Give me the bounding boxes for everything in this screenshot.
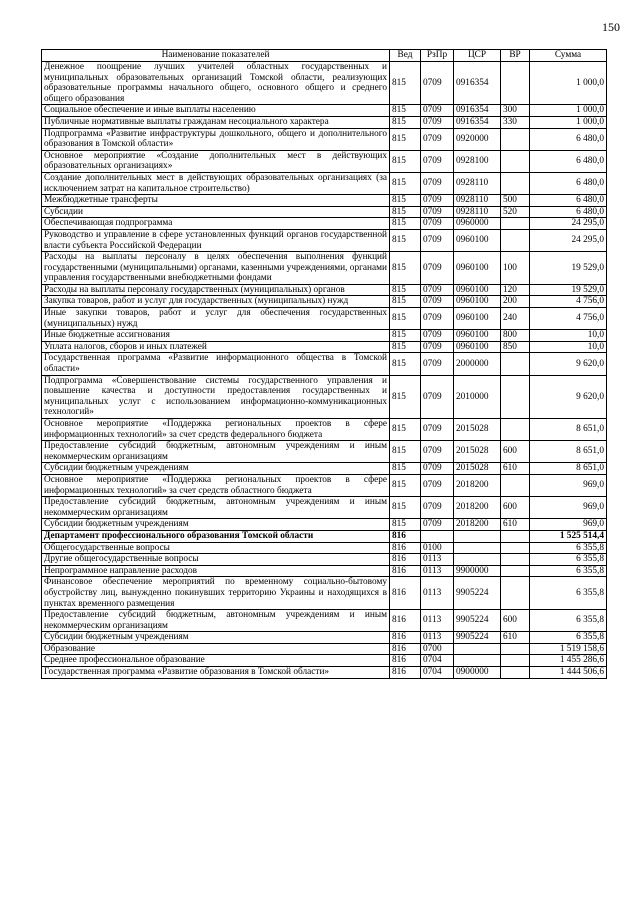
row-name-cell: Образование [42, 643, 390, 655]
row-ved-cell: 816 [390, 632, 421, 644]
row-vr-cell [501, 577, 530, 610]
row-rzpr-cell: 0709 [421, 341, 454, 353]
row-csr-cell: 0960000 [454, 218, 501, 230]
row-rzpr-cell: 0709 [421, 128, 454, 150]
row-vr-cell: 600 [501, 497, 530, 519]
row-csr-cell [454, 530, 501, 542]
row-ved-cell: 815 [390, 105, 421, 117]
row-rzpr-cell: 0709 [421, 308, 454, 330]
row-name-cell: Публичные нормативные выплаты гражданам несоциального характера [42, 116, 390, 128]
header-csr: ЦСР [454, 50, 501, 62]
table-row [42, 643, 607, 655]
table-row [42, 655, 607, 667]
row-rzpr-cell: 0709 [421, 218, 454, 230]
row-name-cell: Подпрограмма «Совершенствование системы государственного управления и повышение качества и доступности предоставления государственных и муниципальных услуг с использованием информационно-коммуникационных технологий» [42, 375, 390, 418]
row-csr-cell: 2015028 [454, 419, 501, 441]
row-ved-cell: 815 [390, 519, 421, 531]
table-row [42, 229, 607, 251]
row-csr-cell: 0916354 [454, 62, 501, 105]
table-row [42, 330, 607, 342]
row-rzpr-cell: 0709 [421, 296, 454, 308]
row-ved-cell: 816 [390, 667, 421, 679]
table-row [42, 463, 607, 475]
row-ved-cell: 815 [390, 330, 421, 342]
row-name-cell: Субсидии [42, 206, 390, 218]
row-csr-cell: 2018200 [454, 497, 501, 519]
row-ved-cell: 815 [390, 353, 421, 375]
row-csr-cell: 9905224 [454, 632, 501, 644]
row-name-cell: Расходы на выплаты персоналу в целях обеспечения выполнения функций государственными (муниципальными) органами, казенными учреждениями, органами управления государственными внебюджетными фондами [42, 252, 390, 285]
header-name: Наименование показателей [42, 50, 390, 62]
row-ved-cell: 815 [390, 172, 421, 194]
row-vr-cell: 200 [501, 296, 530, 308]
table-row [42, 441, 607, 463]
row-rzpr-cell: 0704 [421, 667, 454, 679]
row-sum-cell: 9 620,0 [530, 375, 607, 418]
row-rzpr-cell: 0709 [421, 229, 454, 251]
table-row [42, 218, 607, 230]
table-row [42, 542, 607, 554]
row-vr-cell [501, 62, 530, 105]
row-name-cell: Субсидии бюджетным учреждениям [42, 463, 390, 475]
row-sum-cell: 1 525 514,4 [530, 530, 607, 542]
row-sum-cell: 6 355,8 [530, 554, 607, 566]
row-rzpr-cell: 0113 [421, 565, 454, 577]
row-name-cell: Предоставление субсидий бюджетным, автономным учреждениям и иным некоммерческим организациям [42, 441, 390, 463]
table-row [42, 577, 607, 610]
row-rzpr-cell: 0709 [421, 463, 454, 475]
row-ved-cell: 815 [390, 419, 421, 441]
row-csr-cell: 2015028 [454, 441, 501, 463]
table-row [42, 530, 607, 542]
row-rzpr-cell: 0709 [421, 116, 454, 128]
row-ved-cell: 816 [390, 565, 421, 577]
row-rzpr-cell: 0709 [421, 172, 454, 194]
row-rzpr-cell [421, 530, 454, 542]
row-vr-cell [501, 172, 530, 194]
table-row [42, 353, 607, 375]
row-vr-cell: 610 [501, 519, 530, 531]
row-csr-cell: 0960100 [454, 341, 501, 353]
row-ved-cell: 815 [390, 62, 421, 105]
row-csr-cell: 2018200 [454, 474, 501, 496]
row-rzpr-cell: 0709 [421, 441, 454, 463]
row-rzpr-cell: 0709 [421, 284, 454, 296]
page-number: 150 [602, 20, 620, 34]
row-vr-cell: 600 [501, 441, 530, 463]
row-csr-cell [454, 655, 501, 667]
row-ved-cell: 816 [390, 643, 421, 655]
row-name-cell: Субсидии бюджетным учреждениям [42, 632, 390, 644]
row-rzpr-cell: 0709 [421, 353, 454, 375]
table-header [42, 50, 607, 62]
row-ved-cell: 815 [390, 150, 421, 172]
row-vr-cell [501, 218, 530, 230]
row-sum-cell: 1 000,0 [530, 116, 607, 128]
row-sum-cell: 24 295,0 [530, 218, 607, 230]
row-sum-cell: 6 355,8 [530, 542, 607, 554]
row-csr-cell: 9905224 [454, 610, 501, 632]
row-rzpr-cell: 0113 [421, 632, 454, 644]
row-name-cell: Основное мероприятие «Поддержка региональных проектов в сфере информационных технологий» за счет средств областного бюджета [42, 474, 390, 496]
row-name-cell: Создание дополнительных мест в действующих образовательных организациях (за исключением затрат на капитальное строительство) [42, 172, 390, 194]
row-sum-cell: 6 480,0 [530, 195, 607, 207]
row-ved-cell: 815 [390, 375, 421, 418]
row-csr-cell: 0960100 [454, 308, 501, 330]
row-vr-cell: 600 [501, 610, 530, 632]
row-rzpr-cell: 0709 [421, 375, 454, 418]
row-csr-cell: 0916354 [454, 105, 501, 117]
table-row [42, 341, 607, 353]
row-csr-cell: 0960100 [454, 284, 501, 296]
row-vr-cell [501, 474, 530, 496]
row-vr-cell [501, 542, 530, 554]
row-ved-cell: 815 [390, 116, 421, 128]
budget-table [41, 49, 607, 679]
row-rzpr-cell: 0709 [421, 419, 454, 441]
table-row [42, 62, 607, 105]
row-name-cell: Финансовое обеспечение мероприятий по временному социально-бытовому обустройству лиц, вынужденно покинувших территорию Украины и находящихся в пунктах временного размещения [42, 577, 390, 610]
row-ved-cell: 815 [390, 206, 421, 218]
row-name-cell: Основное мероприятие «Создание дополнительных мест в действующих образовательных организациях» [42, 150, 390, 172]
row-vr-cell: 610 [501, 632, 530, 644]
table-row [42, 565, 607, 577]
row-ved-cell: 815 [390, 218, 421, 230]
table-row [42, 497, 607, 519]
row-sum-cell: 8 651,0 [530, 441, 607, 463]
table-body [42, 62, 607, 679]
row-rzpr-cell: 0709 [421, 330, 454, 342]
row-vr-cell [501, 554, 530, 566]
row-csr-cell: 0960100 [454, 296, 501, 308]
row-ved-cell: 815 [390, 308, 421, 330]
row-sum-cell: 19 529,0 [530, 284, 607, 296]
row-ved-cell: 815 [390, 296, 421, 308]
row-csr-cell [454, 643, 501, 655]
row-name-cell: Предоставление субсидий бюджетным, автономным учреждениям и иным некоммерческим организациям [42, 610, 390, 632]
row-sum-cell: 6 355,8 [530, 577, 607, 610]
row-vr-cell: 520 [501, 206, 530, 218]
row-sum-cell: 969,0 [530, 519, 607, 531]
row-csr-cell: 0900000 [454, 667, 501, 679]
row-csr-cell: 2010000 [454, 375, 501, 418]
row-csr-cell: 0928110 [454, 206, 501, 218]
row-csr-cell [454, 542, 501, 554]
row-rzpr-cell: 0704 [421, 655, 454, 667]
table-row [42, 667, 607, 679]
row-rzpr-cell: 0709 [421, 519, 454, 531]
row-rzpr-cell: 0709 [421, 252, 454, 285]
row-ved-cell: 815 [390, 128, 421, 150]
row-sum-cell: 9 620,0 [530, 353, 607, 375]
table-row [42, 296, 607, 308]
table-row [42, 632, 607, 644]
table-row [42, 105, 607, 117]
row-vr-cell [501, 375, 530, 418]
row-ved-cell: 815 [390, 474, 421, 496]
row-name-cell: Иные бюджетные ассигнования [42, 330, 390, 342]
row-sum-cell: 6 480,0 [530, 206, 607, 218]
row-name-cell: Департамент профессионального образования Томской области [42, 530, 390, 542]
row-rzpr-cell: 0709 [421, 105, 454, 117]
row-ved-cell: 815 [390, 284, 421, 296]
table-row [42, 195, 607, 207]
row-ved-cell: 815 [390, 497, 421, 519]
row-sum-cell: 24 295,0 [530, 229, 607, 251]
row-name-cell: Основное мероприятие «Поддержка региональных проектов в сфере информационных технологий» за счет средств федерального бюджета [42, 419, 390, 441]
table-row [42, 375, 607, 418]
row-csr-cell: 2018200 [454, 519, 501, 531]
row-sum-cell: 969,0 [530, 497, 607, 519]
row-sum-cell: 8 651,0 [530, 419, 607, 441]
row-sum-cell: 1 455 286,6 [530, 655, 607, 667]
row-sum-cell: 6 355,8 [530, 610, 607, 632]
row-name-cell: Руководство и управление в сфере установленных функций органов государственной власти субъекта Российской Федерации [42, 229, 390, 251]
row-rzpr-cell: 0113 [421, 610, 454, 632]
row-csr-cell: 0928100 [454, 150, 501, 172]
row-sum-cell: 1 444 506,6 [530, 667, 607, 679]
table-row [42, 206, 607, 218]
row-vr-cell: 100 [501, 252, 530, 285]
table-row [42, 308, 607, 330]
table-row [42, 519, 607, 531]
row-vr-cell [501, 150, 530, 172]
table-row [42, 284, 607, 296]
row-ved-cell: 816 [390, 655, 421, 667]
row-ved-cell: 815 [390, 195, 421, 207]
row-vr-cell [501, 565, 530, 577]
row-name-cell: Уплата налогов, сборов и иных платежей [42, 341, 390, 353]
row-sum-cell: 4 756,0 [530, 296, 607, 308]
row-name-cell: Общегосударственные вопросы [42, 542, 390, 554]
row-vr-cell: 240 [501, 308, 530, 330]
row-rzpr-cell: 0113 [421, 554, 454, 566]
row-name-cell: Предоставление субсидий бюджетным, автономным учреждениям и иным некоммерческим организациям [42, 497, 390, 519]
row-name-cell: Расходы на выплаты персоналу государственных (муниципальных) органов [42, 284, 390, 296]
row-ved-cell: 815 [390, 252, 421, 285]
row-csr-cell: 9905224 [454, 577, 501, 610]
row-name-cell: Субсидии бюджетным учреждениям [42, 519, 390, 531]
row-rzpr-cell: 0709 [421, 150, 454, 172]
row-vr-cell: 610 [501, 463, 530, 475]
row-ved-cell: 815 [390, 341, 421, 353]
row-sum-cell: 6 355,8 [530, 565, 607, 577]
row-sum-cell: 6 480,0 [530, 128, 607, 150]
header-ved: Вед [390, 50, 421, 62]
row-vr-cell [501, 530, 530, 542]
header-row [42, 50, 607, 62]
row-sum-cell: 6 480,0 [530, 150, 607, 172]
row-sum-cell: 1 000,0 [530, 62, 607, 105]
row-csr-cell: 2000000 [454, 353, 501, 375]
row-vr-cell: 120 [501, 284, 530, 296]
row-ved-cell: 816 [390, 554, 421, 566]
row-name-cell: Иные закупки товаров, работ и услуг для обеспечения государственных (муниципальных) нужд [42, 308, 390, 330]
row-csr-cell: 0916354 [454, 116, 501, 128]
row-vr-cell: 800 [501, 330, 530, 342]
row-rzpr-cell: 0709 [421, 62, 454, 105]
table-row [42, 172, 607, 194]
row-name-cell: Государственная программа «Развитие образования в Томской области» [42, 667, 390, 679]
row-csr-cell: 0928110 [454, 195, 501, 207]
row-csr-cell: 9900000 [454, 565, 501, 577]
row-sum-cell: 19 529,0 [530, 252, 607, 285]
table-row [42, 610, 607, 632]
table-row [42, 150, 607, 172]
row-csr-cell: 0960100 [454, 252, 501, 285]
table-row [42, 419, 607, 441]
row-sum-cell: 969,0 [530, 474, 607, 496]
row-rzpr-cell: 0700 [421, 643, 454, 655]
row-rzpr-cell: 0709 [421, 206, 454, 218]
table-row [42, 116, 607, 128]
row-vr-cell [501, 655, 530, 667]
row-sum-cell: 6 480,0 [530, 172, 607, 194]
row-ved-cell: 815 [390, 441, 421, 463]
row-csr-cell: 0920000 [454, 128, 501, 150]
row-vr-cell: 500 [501, 195, 530, 207]
row-ved-cell: 816 [390, 530, 421, 542]
row-name-cell: Социальное обеспечение и иные выплаты населению [42, 105, 390, 117]
row-rzpr-cell: 0113 [421, 577, 454, 610]
row-sum-cell: 10,0 [530, 341, 607, 353]
table-row [42, 474, 607, 496]
row-vr-cell [501, 419, 530, 441]
table-row [42, 252, 607, 285]
row-sum-cell: 1 000,0 [530, 105, 607, 117]
row-vr-cell: 850 [501, 341, 530, 353]
row-sum-cell: 8 651,0 [530, 463, 607, 475]
row-csr-cell: 0960100 [454, 330, 501, 342]
row-sum-cell: 6 355,8 [530, 632, 607, 644]
row-vr-cell [501, 353, 530, 375]
row-vr-cell [501, 667, 530, 679]
row-ved-cell: 816 [390, 610, 421, 632]
row-vr-cell [501, 128, 530, 150]
header-vr: ВР [501, 50, 530, 62]
row-vr-cell [501, 643, 530, 655]
row-rzpr-cell: 0100 [421, 542, 454, 554]
table-row [42, 554, 607, 566]
row-sum-cell: 1 519 158,6 [530, 643, 607, 655]
row-name-cell: Другие общегосударственные вопросы [42, 554, 390, 566]
row-vr-cell: 330 [501, 116, 530, 128]
row-csr-cell [454, 554, 501, 566]
row-sum-cell: 4 756,0 [530, 308, 607, 330]
row-name-cell: Межбюджетные трансферты [42, 195, 390, 207]
row-csr-cell: 2015028 [454, 463, 501, 475]
row-name-cell: Государственная программа «Развитие информационного общества в Томской области» [42, 353, 390, 375]
row-name-cell: Непрограммное направление расходов [42, 565, 390, 577]
row-name-cell: Денежное поощрение лучших учителей областных государственных и муниципальных образовательных организаций Томской области, реализующих образовательные программы начального общего, основного общего и среднего общего образования [42, 62, 390, 105]
row-ved-cell: 815 [390, 463, 421, 475]
row-csr-cell: 0928110 [454, 172, 501, 194]
row-name-cell: Среднее профессиональное образование [42, 655, 390, 667]
row-rzpr-cell: 0709 [421, 195, 454, 207]
row-vr-cell: 300 [501, 105, 530, 117]
row-name-cell: Подпрограмма «Развитие инфраструктуры дошкольного, общего и дополнительного образования в Томской области» [42, 128, 390, 150]
row-csr-cell: 0960100 [454, 229, 501, 251]
row-rzpr-cell: 0709 [421, 474, 454, 496]
row-ved-cell: 816 [390, 542, 421, 554]
row-ved-cell: 815 [390, 229, 421, 251]
row-sum-cell: 10,0 [530, 330, 607, 342]
row-name-cell: Обеспечивающая подпрограмма [42, 218, 390, 230]
row-rzpr-cell: 0709 [421, 497, 454, 519]
row-ved-cell: 816 [390, 577, 421, 610]
table-row [42, 128, 607, 150]
header-sum: Сумма [530, 50, 607, 62]
row-vr-cell [501, 229, 530, 251]
row-name-cell: Закупка товаров, работ и услуг для государственных (муниципальных) нужд [42, 296, 390, 308]
header-rzpr: РзПр [421, 50, 454, 62]
